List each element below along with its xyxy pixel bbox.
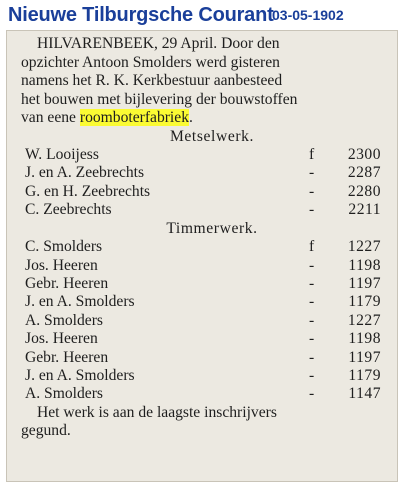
- intro-line: namens het R. K. Kerkbestuur aanbesteed: [21, 72, 283, 89]
- bidder-name: A. Smolders: [25, 385, 103, 403]
- intro-line: opzichter Antoon Smolders werd gisteren: [21, 53, 280, 71]
- bid-amount: [309, 330, 383, 348]
- highlighted-word: roomboterfabriek: [79, 109, 189, 126]
- bid-value: 1198: [348, 330, 381, 348]
- bid-prefix: -: [309, 274, 315, 292]
- article-closing: [21, 404, 383, 441]
- bid-amount: [309, 238, 383, 256]
- section-title-timmerwerk: Timmerwerk.: [166, 219, 258, 237]
- page-header: [0, 0, 400, 30]
- bid-amount: [309, 367, 383, 385]
- bid-row: [21, 257, 383, 275]
- bidder-name: W. Looijess: [25, 146, 99, 163]
- bid-value: 1197: [348, 348, 381, 366]
- bidder-name: C. Zeebrechts: [25, 201, 112, 219]
- bid-value: 1179: [348, 293, 381, 311]
- bid-row: [21, 293, 383, 311]
- bidder-name: A. Smolders: [25, 311, 103, 329]
- leader: [135, 293, 309, 311]
- bid-value: 1197: [348, 274, 381, 292]
- bidder-name: Jos. Heeren: [25, 256, 98, 274]
- intro-line-last: [21, 109, 383, 128]
- bid-prefix: -: [309, 164, 315, 182]
- bidder-name: Gebr. Heeren: [25, 274, 109, 292]
- newspaper-clipping: [6, 30, 398, 482]
- leader: [103, 312, 309, 330]
- bid-row: [21, 238, 383, 256]
- bid-row: [21, 312, 383, 330]
- bid-value: 2280: [347, 182, 381, 200]
- bid-prefix: -: [309, 330, 315, 348]
- leader: [102, 238, 309, 256]
- bid-prefix: -: [309, 366, 315, 384]
- leader: [112, 201, 309, 219]
- leader: [103, 385, 309, 403]
- publication-date: 03-05-1902: [272, 7, 344, 23]
- bid-prefix: -: [309, 293, 315, 311]
- bid-value: 1179: [348, 366, 381, 384]
- leader: [98, 257, 309, 275]
- leader: [98, 330, 309, 348]
- leader: [108, 275, 309, 293]
- bidder-name: C. Smolders: [25, 238, 103, 256]
- article-intro: [21, 35, 383, 128]
- bidder-name: Jos. Heeren: [25, 330, 98, 348]
- leader: [150, 183, 309, 201]
- intro-line: het bouwen met bijlevering der bouwstoffen: [21, 90, 298, 108]
- bid-row: [21, 164, 383, 182]
- bid-value: 1198: [348, 256, 381, 274]
- bid-value: 1147: [348, 385, 381, 403]
- bid-value: 2300: [347, 146, 381, 163]
- intro-line-prefix: van eene: [21, 109, 80, 126]
- bid-amount: [309, 183, 383, 201]
- bid-row: [21, 330, 383, 348]
- bid-value: 2211: [348, 201, 381, 219]
- bid-amount: [309, 146, 383, 164]
- bid-row: [21, 367, 383, 385]
- bid-value: 2287: [347, 164, 381, 182]
- intro-line-suffix: .: [189, 109, 193, 126]
- closing-line: Het werk is aan de laagste inschrijvers: [37, 403, 277, 421]
- bid-row: [21, 349, 383, 367]
- bid-prefix: -: [309, 256, 315, 274]
- bid-value: 1227: [347, 311, 381, 329]
- bid-row: [21, 201, 383, 219]
- bid-amount: [309, 164, 383, 182]
- bid-amount: [309, 385, 383, 403]
- newspaper-title: Nieuwe Tilburgsche Courant: [8, 4, 274, 26]
- article: [21, 35, 383, 441]
- bidder-name: J. en A. Zeebrechts: [25, 164, 145, 182]
- leader: [99, 146, 309, 164]
- section-title-metselwerk: Metselwerk.: [169, 127, 255, 145]
- leader: [144, 164, 309, 182]
- closing-line: gegund.: [21, 422, 71, 440]
- bidder-name: G. en H. Zeebrechts: [25, 182, 151, 200]
- bid-prefix: -: [309, 201, 315, 219]
- bid-list-metselwerk: [21, 146, 383, 220]
- bid-prefix: -: [309, 385, 315, 403]
- bid-row: [21, 183, 383, 201]
- bid-amount: [309, 312, 383, 330]
- bid-prefix: -: [309, 311, 315, 329]
- leader: [108, 349, 309, 367]
- bid-row: [21, 385, 383, 403]
- bidder-name: J. en A. Smolders: [25, 366, 135, 384]
- bid-row: [21, 275, 383, 293]
- intro-line: HILVARENBEEK, 29 April. Door den: [37, 35, 280, 52]
- bid-prefix: -: [309, 348, 315, 366]
- bid-prefix: f: [309, 238, 315, 256]
- bid-amount: [309, 293, 383, 311]
- bid-prefix: -: [309, 182, 315, 200]
- bid-amount: [309, 275, 383, 293]
- leader: [135, 367, 309, 385]
- bid-amount: [309, 257, 383, 275]
- bidder-name: Gebr. Heeren: [25, 348, 109, 366]
- bid-row: [21, 146, 383, 164]
- bid-value: 1227: [347, 238, 381, 256]
- bid-list-timmerwerk: [21, 238, 383, 404]
- bid-amount: [309, 349, 383, 367]
- bid-amount: [309, 201, 383, 219]
- bidder-name: J. en A. Smolders: [25, 293, 135, 311]
- bid-prefix: f: [309, 146, 315, 163]
